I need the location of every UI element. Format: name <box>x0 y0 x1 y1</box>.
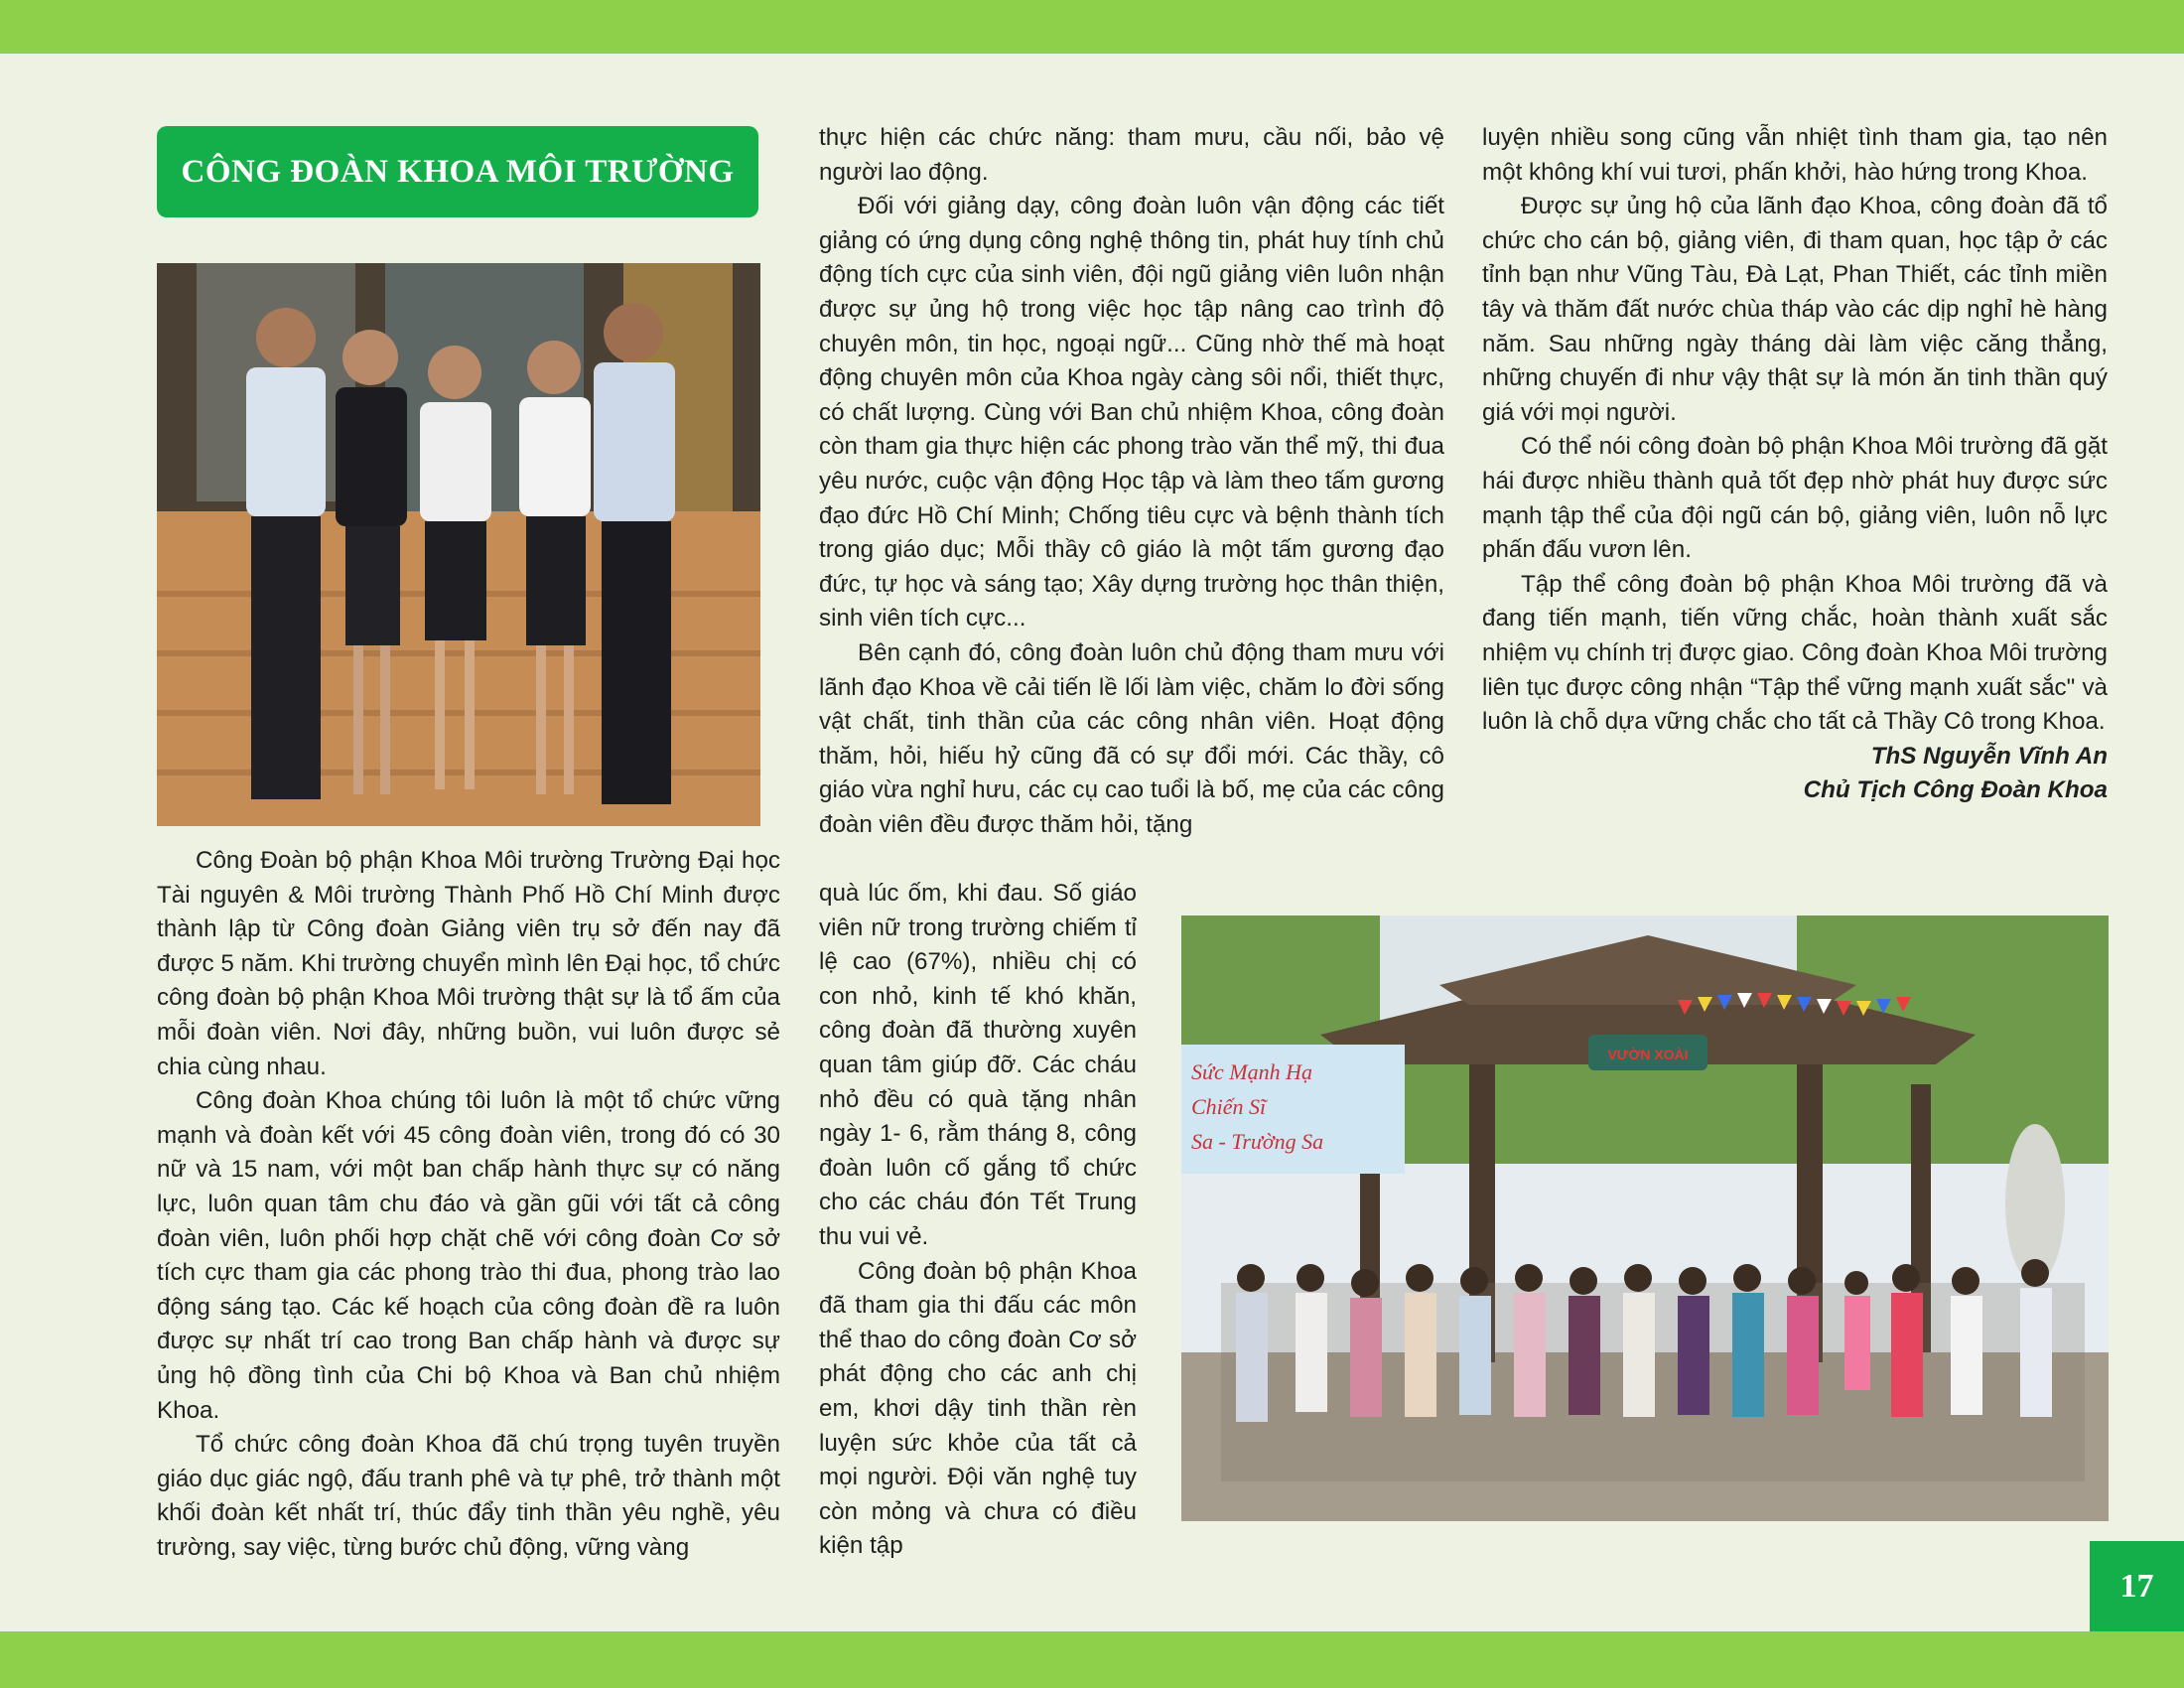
article-column-2-upper <box>819 121 1444 842</box>
group-trip-photo <box>1181 915 2109 1521</box>
paragraph: Tập thể công đoàn bộ phận Khoa Môi trường đã và đang tiến mạnh, tiến vững chắc, hoàn thành xuất sắc nhiệm vụ chính trị được giao. Công đoàn Khoa Môi trường liên tục được công nhận “Tập thể vững mạnh xuất sắc" và luôn là chỗ dựa vững chắc cho tất cả Thầy Cô trong Khoa. <box>1482 570 2108 736</box>
paragraph: Công Đoàn bộ phận Khoa Môi trường Trường Đại học Tài nguyên & Môi trường Thành Phố Hồ Chí Minh được thành lập từ Công đoàn Giảng viên trụ sở đến nay đã được 5 năm. Khi trường chuyển mình lên Đại học, tổ chức công đoàn bộ phận Khoa Môi trường thật sự là tổ ấm của mỗi đoàn viên. Nơi đây, những buồn, vui luôn được sẻ chia cùng nhau. <box>157 847 780 1080</box>
bottom-band <box>0 1631 2184 1688</box>
paragraph: Bên cạnh đó, công đoàn luôn chủ động tham mưu với lãnh đạo Khoa về cải tiến lề lối làm việc, chăm lo đời sống vật chất, tinh thần của các công nhân viên. Hoạt động thăm, hỏi, hiếu hỷ cũng đã có sự đổi mới. Các thầy, cô giáo vừa nghỉ hưu, các cụ cao tuổi là bố, mẹ của các công đoàn viên đều được thăm hỏi, tặng <box>819 638 1444 838</box>
article-column-3 <box>1482 121 2108 808</box>
author-title: Chủ Tịch Công Đoàn Khoa <box>1803 776 2108 804</box>
faculty-group-photo <box>157 263 760 826</box>
paragraph: luyện nhiều song cũng vẫn nhiệt tình tham gia, tạo nên một không khí vui tươi, phấn khởi, hào hứng trong Khoa. <box>1482 124 2108 186</box>
page-number: 17 <box>2090 1541 2184 1631</box>
paragraph: thực hiện các chức năng: tham mưu, cầu nối, bảo vệ người lao động. <box>819 124 1444 186</box>
paragraph: quà lúc ốm, khi đau. Số giáo viên nữ trong trường chiếm tỉ lệ cao (67%), nhiều chị có con nhỏ, kinh tế khó khăn, công đoàn đã thường xuyên quan tâm giúp đỡ. Các cháu nhỏ đều có quà tặng nhân ngày 1- 6, rằm tháng 8, công đoàn luôn cố gắng tổ chức cho các cháu đón Tết Trung thu vui vẻ. <box>819 880 1137 1250</box>
paragraph: Có thể nói công đoàn bộ phận Khoa Môi trường đã gặt hái được nhiều thành quả tốt đẹp nhờ phát huy được sức mạnh tập thể của đội ngũ cán bộ, giảng viên, luôn nỗ lực phấn đấu vươn lên. <box>1482 433 2108 564</box>
paragraph: Đối với giảng dạy, công đoàn luôn vận động các tiết giảng có ứng dụng công nghệ thông tin, phát huy tính chủ động tích cực của sinh viên, đội ngũ giảng viên luôn nhận được sự ủng hộ trong việc học tập nâng cao trình độ chuyên môn, tin học, ngoại ngữ... Cũng nhờ thế mà hoạt động chuyên môn của Khoa ngày càng sôi nổi, thiết thực, có chất lượng. Cùng với Ban chủ nhiệm Khoa, công đoàn còn tham gia thực hiện các phong trào văn thể mỹ, thi đua yêu nước, cuộc vận động Học tập và làm theo tấm gương đạo đức Hồ Chí Minh; Chống tiêu cực và bệnh thành tích trong giáo dục; Mỗi thầy cô giáo là một tấm gương đạo đức, tự học và sáng tạo; Xây dựng trường học thân thiện, sinh viên tích cực... <box>819 193 1444 633</box>
section-title-box <box>157 126 758 217</box>
paragraph: Công đoàn Khoa chúng tôi luôn là một tổ chức vững mạnh và đoàn kết với 45 công đoàn viên, trong đó có 30 nữ và 15 nam, với một ban chấp hành thực sự có năng lực, luôn quan tâm chu đáo và gần gũi với tất cả công đoàn viên, luôn phối hợp chặt chẽ với công đoàn Cơ sở tích cực tham gia các phong trào thi đua, phong trào lao động sáng tạo. Các kế hoạch của công đoàn đề ra luôn được sự nhất trí cao trong Ban chấp hành và được sự ủng hộ đồng tình của Chi bộ Khoa và Ban chủ nhiệm Khoa. <box>157 1087 780 1424</box>
banner-line-1: Sức Mạnh Hạ <box>1191 1059 1312 1084</box>
banner-line-3: Sa - Trường Sa <box>1191 1129 1324 1154</box>
banner-line-2: Chiến Sĩ <box>1191 1094 1267 1119</box>
author-name: ThS Nguyễn Vĩnh An <box>1870 742 2108 770</box>
top-band <box>0 0 2184 54</box>
section-title: CÔNG ĐOÀN KHOA MÔI TRƯỜNG <box>181 153 735 190</box>
gate-sign-text: VƯỜN XOÀI <box>1607 1047 1689 1062</box>
paragraph: Công đoàn bộ phận Khoa đã tham gia thi đấu các môn thể thao do công đoàn Cơ sở phát động cho các anh chị em, khơi dậy tinh thần rèn luyện sức khỏe của tất cả mọi người. Đội văn nghệ tuy còn mỏng và chưa có điều kiện tập <box>819 1257 1137 1560</box>
article-column-2-lower <box>819 877 1137 1564</box>
paragraph: Được sự ủng hộ của lãnh đạo Khoa, công đoàn đã tổ chức cho cán bộ, giảng viên, đi tham quan, học tập ở các tỉnh bạn như Vũng Tàu, Đà Lạt, Phan Thiết, các tỉnh miền tây và thăm đất nước chùa tháp vào các dịp nghỉ hè hàng năm. Sau những ngày tháng dài làm việc căng thẳng, những chuyến đi như vậy thật sự là món ăn tinh thần quý giá với mọi người. <box>1482 193 2108 426</box>
paragraph: Tổ chức công đoàn Khoa đã chú trọng tuyên truyền giáo dục giác ngộ, đấu tranh phê và tự phê, trở thành một khối đoàn kết nhất trí, thúc đẩy tinh thần yêu nghề, yêu trường, say việc, từng bước chủ động, vững vàng <box>157 1431 780 1561</box>
article-column-1 <box>157 844 780 1565</box>
